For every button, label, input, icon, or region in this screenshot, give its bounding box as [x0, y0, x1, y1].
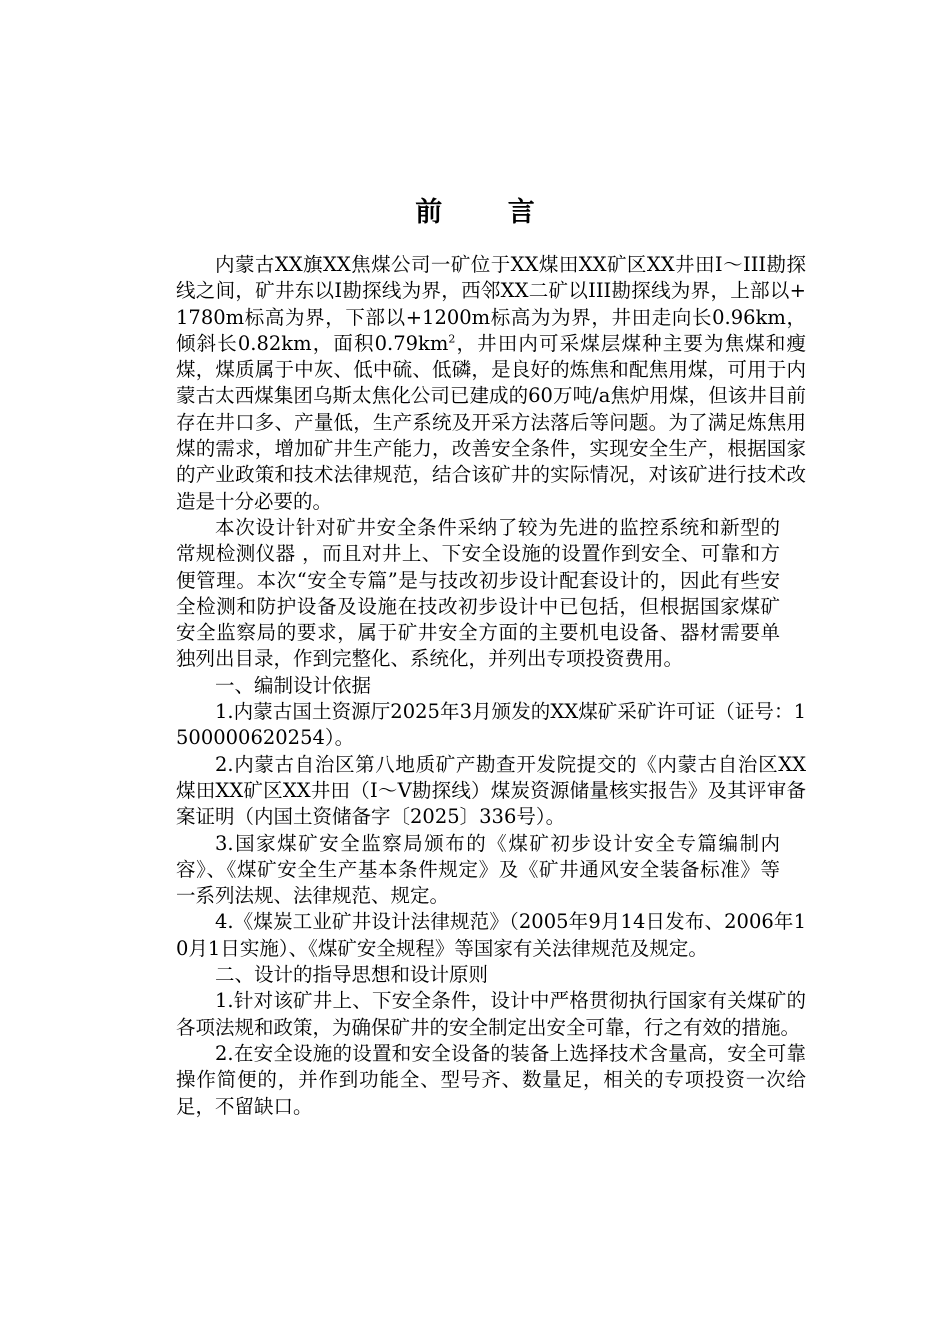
document-body [176, 252, 806, 1120]
design-basis-item-2: 2.内蒙古自治区第八地质矿产勘查开发院提交的《内蒙古自治区XX煤田XX矿区XX井田（I～V勘探线）煤炭资源储量核实报告》及其评审备案证明（内国土资储备字〔2025〕336号）。 [176, 752, 806, 829]
section-heading-design-basis: 一、编制设计依据 [215, 673, 372, 697]
intro-paragraph [176, 252, 806, 515]
intro-text-part2: ，井田内可采煤层煤种主要为焦煤和瘦煤，煤质属于中灰、低中硫、低磷，是良好的炼焦和配焦用煤，可用于内蒙古太西煤集团乌斯太焦化公司已建成的60万吨/a焦炉用煤，但该井目前存在井口多、产量低，生产系统及开采方法落后等问题。为了满足炼焦用煤的需求，增加矿井生产能力，改善安全条件，实现安全生产，根据国家的产业政策和技术法律规范，结合该矿井的实际情况，对该矿进行技术改造是十分必要的。 [176, 331, 806, 513]
safety-design-paragraph: 本次设计针对矿井安全条件采纳了较为先进的监控系统和新型的常规检测仪器 ，而且对井上、下安全设施的设置作到安全、可靠和方便管理。本次“安全专篇”是与技改初步设计配套设计的，因此有些安全检测和防护设备及设施在技改初步设计中已包括，但根据国家煤矿安全监察局的要求，属于矿井安全方面的主要机电设备、器材需要单独列出目录，作到完整化、系统化，并列出专项投资费用。 [176, 515, 780, 671]
intro-text-part1: 内蒙古XX旗XX焦煤公司一矿位于XX煤田XX矿区XX井田I～III勘探线之间，矿井东以I勘探线为界，西邻XX二矿以III勘探线为界，上部以+1780m标高为界，下部以+1200m标高为为界，井田走向长0.96km，倾斜长0.82km，面积0.79km [176, 253, 806, 355]
design-principle-item-2: 2.在安全设施的设置和安全设备的装备上选择技术含量高，安全可靠操作简便的，并作到功能全、型号齐、数量足，相关的专项投资一次给足，不留缺口。 [176, 1041, 806, 1118]
page-title: 前 言 [415, 197, 563, 228]
section-heading-design-principles: 二、设计的指导思想和设计原则 [215, 963, 489, 987]
design-basis-item-3: 3.国家煤矿安全监察局颁布的《煤矿初步设计安全专篇编制内容》、《煤矿安全生产基本条件规定》及《矿井通风安全装备标准》等一系列法规、法律规范、规定。 [176, 831, 780, 908]
design-basis-item-4: 4.《煤炭工业矿井设计法律规范》（2005年9月14日发布、2006年10月1日实施）、《煤矿安全规程》等国家有关法律规范及规定。 [176, 910, 806, 960]
area-unit-superscript: 2 [448, 332, 456, 346]
design-basis-item-1: 1.内蒙古国土资源厅2025年3月颁发的XX煤矿采矿许可证（证号：1500000620254）。 [176, 700, 806, 750]
design-principle-item-1: 1.针对该矿井上、下安全条件，设计中严格贯彻执行国家有关煤矿的各项法规和政策，为确保矿井的安全制定出安全可靠，行之有效的措施。 [176, 989, 806, 1039]
